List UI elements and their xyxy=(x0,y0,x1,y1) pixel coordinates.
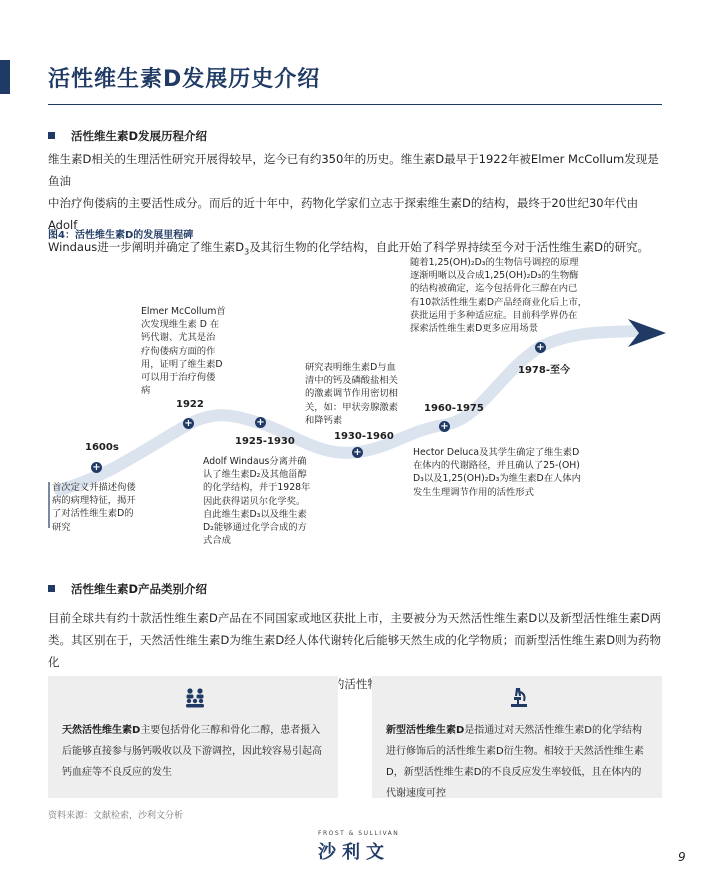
paragraph-line: 中治疗佝偻病的主要活性成分。而后的近十年中，药物化学家们立志于探索维生素D的结构，最终于20世纪30年代由Adolf xyxy=(48,196,639,232)
paragraph-line: Windaus进一步阐明并确定了维生素$D_3$及其衍生物的化学结构，自此开始了科学界持续至今对于活性维生素D的研究。 xyxy=(48,240,650,257)
milestone-year: 1930-1960 xyxy=(334,431,394,442)
new-vitamin-d-card xyxy=(372,676,662,798)
milestone-note: Elmer McCollum首 次发现维生素 D 在 钙代谢、尤其是治 疗佝偻病方面的作 用，证明了维生素D 可以用于治疗佝偻 病 xyxy=(141,306,226,397)
milestone-note: Adolf Windaus分离并确 认了维生素D₂及其他甾醇 的化学结构，并于1928年 因此获得诺贝尔化学奖。 自此维生素D₃以及维生素 D₂能够通过化学合成的方 式合成 xyxy=(203,456,311,547)
milestone-node-icon: + xyxy=(92,462,101,473)
page-number: 9 xyxy=(678,850,686,864)
section-heading-history: 活性维生素D发展历程介绍 xyxy=(48,128,207,144)
milestone-year: 1960-1975 xyxy=(424,403,484,414)
milestone-year: 1922 xyxy=(176,399,204,410)
milestone-node-icon: + xyxy=(440,421,449,432)
milestone-note: 随着1,25(OH)₂D₃的生物信号调控的原理 逐渐明晰以及合成1,25(OH)₂D₃的生物酶 的结构被确定，迄今包括骨化三醇在内已 有10款活性维生素D产品经商业化后上市， 获批运用于多种适应症。目前科学界仍在 探索活性维生素D更多应用场景 xyxy=(410,257,588,335)
milestone-year: 1978-至今 xyxy=(518,365,570,376)
card-description: 新型活性维生素D是指通过对天然活性维生素D的化学结构进行修饰后的活性维生素D衍生物。相较于天然活性维生素D，新型活性维生素D的不良反应发生率较低，且在体内的代谢速度可控 xyxy=(386,725,644,799)
milestone-year: 1925-1930 xyxy=(235,436,295,447)
people-group-icon xyxy=(184,686,206,708)
natural-vitamin-d-card xyxy=(48,676,338,798)
paragraph-line: 目前全球共有约十款活性维生素D产品在不同国家或地区获批上市，主要被分为天然活性维生素D以及新型活性维生素D两 xyxy=(48,611,662,625)
page-title: 活性维生素D发展历史介绍 xyxy=(48,67,321,92)
source-note: 资料来源：文献检索，沙利文分析 xyxy=(48,811,184,821)
milestone-note: 研究表明维生素D与血 清中的钙及磷酸盐相关 的激素调节作用密切相 关，如：甲状旁腺激素 和降钙素 xyxy=(305,362,398,426)
milestone-node-icon: + xyxy=(256,417,265,428)
brand-tagline: FROST & SULLIVAN xyxy=(318,830,400,837)
figure-caption: 图4：活性维生素D的发展里程碑 xyxy=(48,230,194,241)
bullet-square-icon xyxy=(48,585,55,592)
microscope-icon xyxy=(508,686,530,708)
card-description: 天然活性维生素D主要包括骨化三醇和骨化二醇，患者摄入后能够直接参与肠钙吸收以及下游调控，因此较容易引起高钙血症等不良反应的发生 xyxy=(62,725,322,778)
milestone-note: Hector Deluca及其学生确定了维生素D 在体内的代谢路径，并且确认了25-(OH) D₃以及1,25(OH)₂D₃为维生素D在人体内 发生生理调节作用的活性形式 xyxy=(413,447,581,498)
milestone-node-icon: + xyxy=(184,418,193,429)
milestone-node-icon: + xyxy=(536,342,545,353)
section-heading-categories: 活性维生素D产品类别介绍 xyxy=(48,581,207,597)
milestone-year: 1600s xyxy=(85,442,119,453)
milestone-node-icon: + xyxy=(353,447,362,458)
milestone-note: 首次定义并描述佝偻 病的病理特征，揭开 了对活性维生素D的 研究 xyxy=(52,482,136,533)
brand-logo: 沙利文 xyxy=(318,842,390,863)
paragraph-line: 维生素D相关的生理活性研究开展得较早，迄今已有约350年的历史。维生素D最早于1922年被Elmer McCollum发现是鱼油 xyxy=(48,152,659,188)
paragraph-line: 类。其区别在于，天然活性维生素D为维生素D经人体代谢转化后能够天然生成的化学物质；而新型活性维生素D则为药物化 xyxy=(48,633,662,669)
